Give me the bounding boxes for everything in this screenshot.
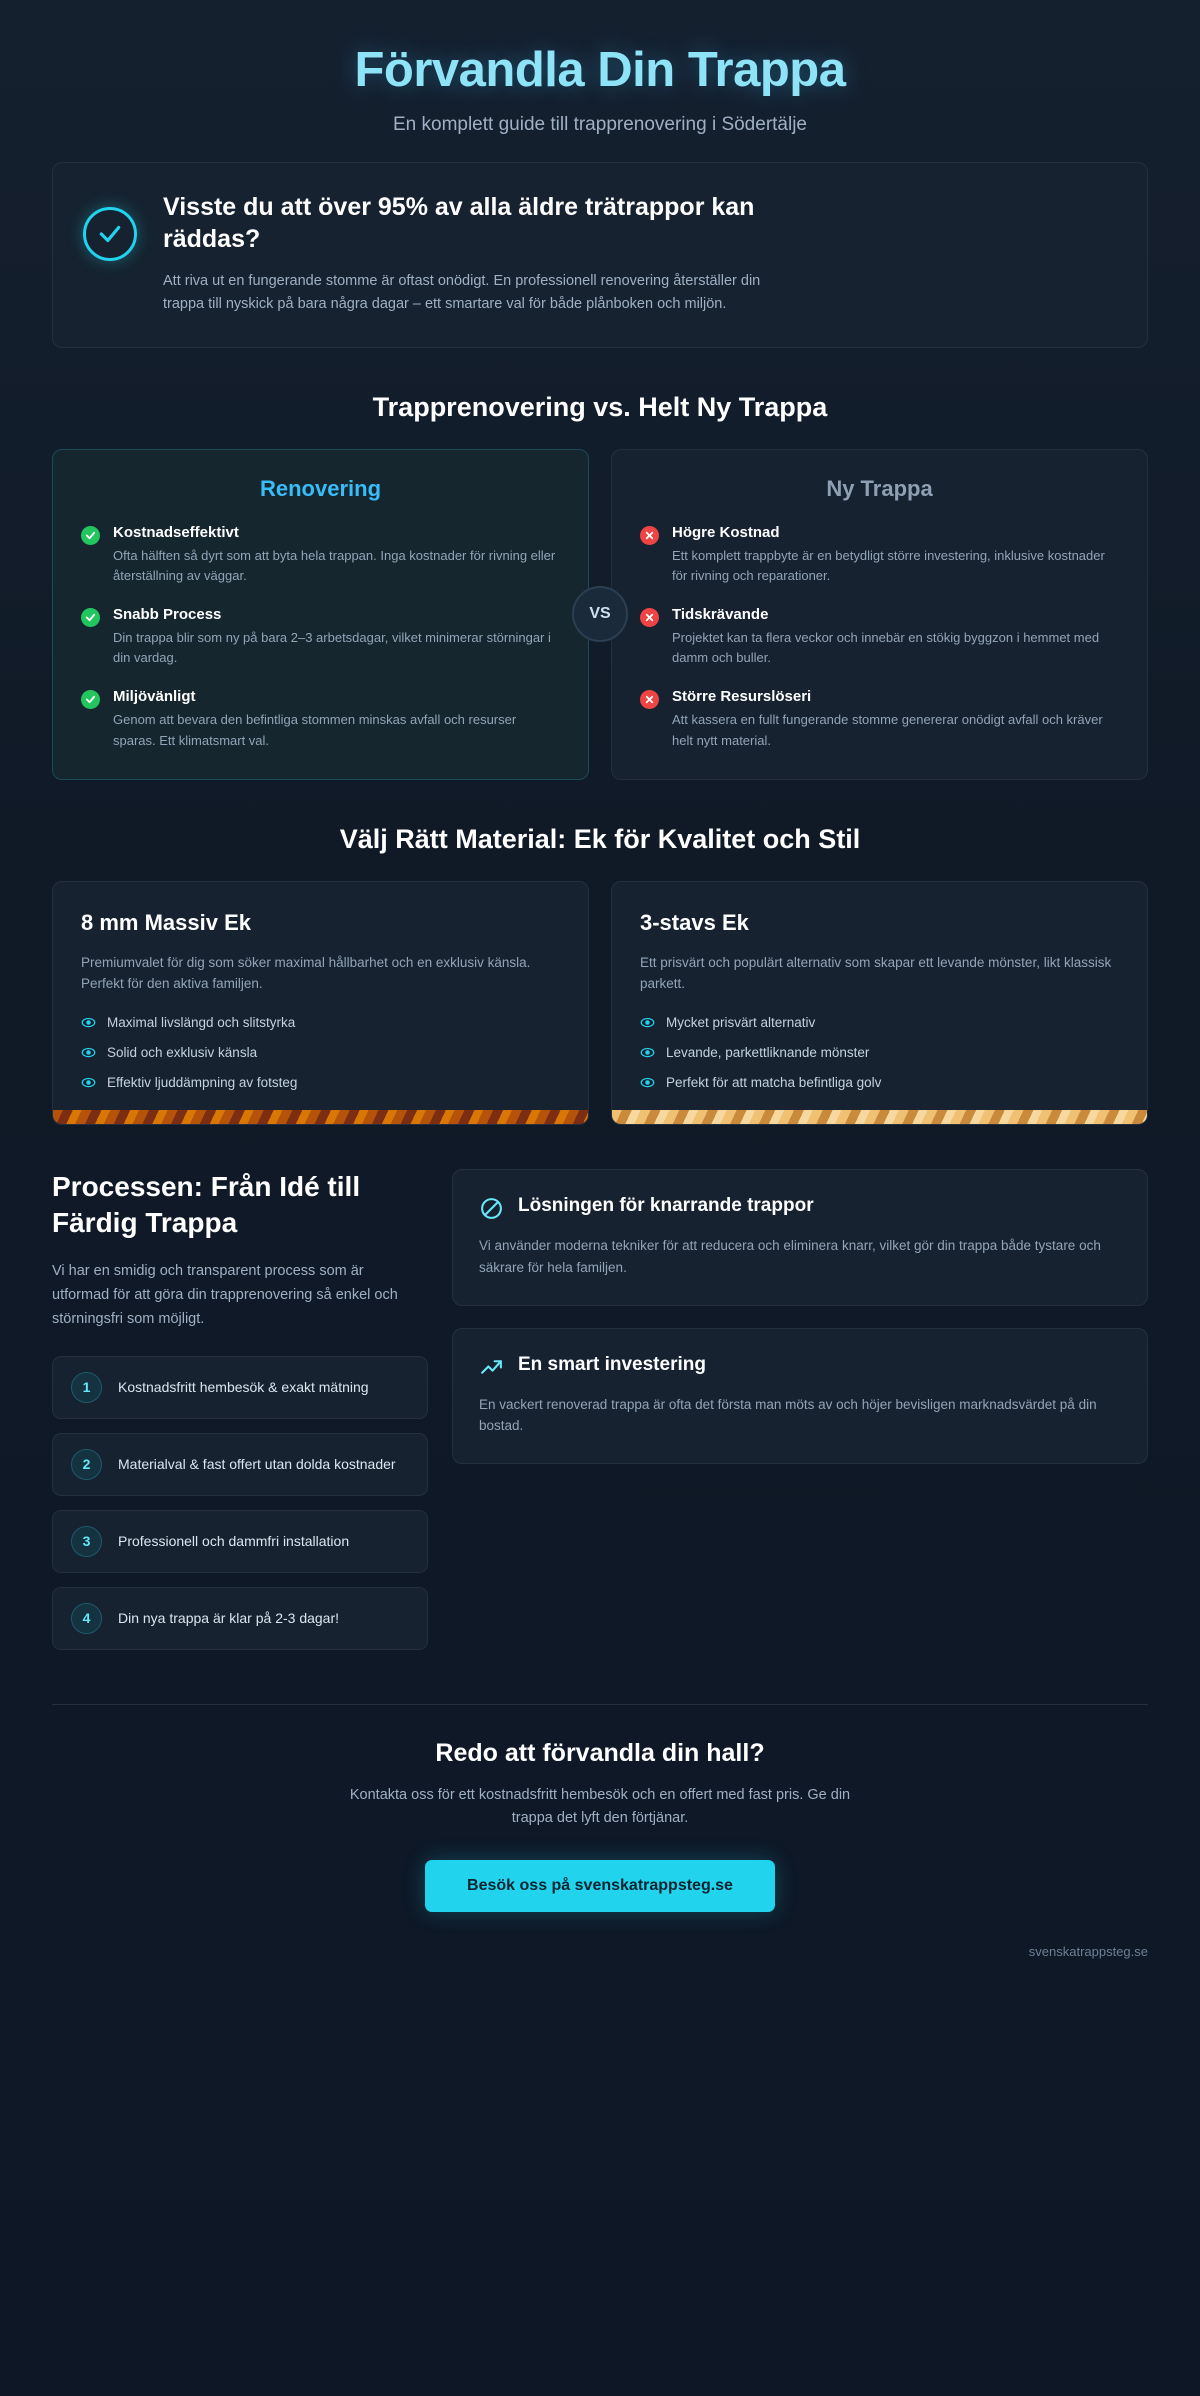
- compare-section-title: Trapprenovering vs. Helt Ny Trappa: [372, 391, 828, 422]
- item-title: Större Resurslöseri: [672, 688, 812, 706]
- list-item: [81, 1045, 560, 1060]
- material-lead: Premiumvalet för dig som söker maximal hållbarhet och en exklusiv känsla. Perfekt för den aktiva familjen.: [81, 954, 531, 992]
- feature-label: Levande, parkettliknande mönster: [666, 1044, 870, 1060]
- process-section-title: Processen: Från Idé till Färdig Trappa: [52, 1170, 361, 1238]
- list-item: [81, 606, 560, 668]
- list-item: [640, 1075, 1119, 1090]
- feature-label: Maximal livslängd och slitstyrka: [107, 1014, 296, 1030]
- materials-section-title: Välj Rätt Material: Ek för Kvalitet och Stil: [339, 823, 861, 854]
- wood-texture-stripe: [53, 1110, 588, 1124]
- item-desc: Projektet kan ta flera veckor och innebär en stökig byggzon i hemmet med damm och buller.: [672, 630, 1100, 666]
- cross-icon: [640, 526, 659, 545]
- item-desc: Ofta hälften så dyrt som att byta hela trappan. Inga kostnader för rivning eller återställning av väggar.: [113, 547, 556, 583]
- item-desc: Ett komplett trappbyte är en betydligt större investering, inklusive kostnader för rivning och reparationer.: [672, 547, 1105, 583]
- cta-body: Kontakta oss för ett kostnadsfritt hembesök och en offert med fast pris. Ge din trappa det lyft den förtjänar.: [349, 1786, 851, 1826]
- step-number: 1: [71, 1372, 102, 1403]
- page-title: Förvandla Din Trappa: [354, 43, 846, 97]
- step-label: Materialval & fast offert utan dolda kostnader: [118, 1456, 396, 1473]
- fact-heading: Visste du att över 95% av alla äldre trätrappor kan räddas?: [163, 192, 755, 254]
- eye-icon: [81, 1075, 96, 1090]
- compare-heading-renovering: Renovering: [259, 475, 382, 501]
- compare-card-renovering: [52, 449, 589, 780]
- item-desc: Din trappa blir som ny på bara 2–3 arbetsdagar, vilket minimerar störningar i din vardag.: [113, 630, 551, 666]
- item-title: Kostnadseffektivt: [113, 523, 239, 541]
- process-step: [52, 1510, 428, 1573]
- item-desc: Att kassera en fullt fungerande stomme genererar onödigt avfall och kräver helt nytt material.: [672, 712, 1103, 748]
- comparison-section: [52, 449, 1148, 780]
- check-circle-icon: [83, 207, 137, 261]
- infobox-heading: En smart investering: [518, 1353, 706, 1375]
- list-item: [640, 606, 1119, 668]
- eye-icon: [81, 1015, 96, 1030]
- list-item: [81, 1015, 560, 1030]
- step-label: Kostnadsfritt hembesök & exakt mätning: [118, 1379, 369, 1396]
- item-title: Tidskrävande: [672, 606, 769, 624]
- step-number: 3: [71, 1526, 102, 1557]
- divider: [52, 1704, 1148, 1705]
- check-icon: [81, 608, 100, 627]
- list-item: [640, 688, 1119, 750]
- compare-card-ny-trappa: [611, 449, 1148, 780]
- cta-button[interactable]: Besök oss på svenskatrappsteg.se: [425, 1860, 775, 1912]
- cross-icon: [640, 690, 659, 709]
- item-title: Snabb Process: [113, 606, 222, 624]
- hero-section: [52, 30, 1148, 162]
- check-icon: [81, 690, 100, 709]
- cross-icon: [640, 608, 659, 627]
- item-title: Miljövänligt: [113, 688, 196, 706]
- materials-section: [52, 881, 1148, 1125]
- process-section: [52, 1169, 1148, 1664]
- eye-icon: [640, 1075, 655, 1090]
- process-step: [52, 1433, 428, 1496]
- vs-badge: VS: [572, 586, 628, 642]
- material-heading: 3-stavs Ek: [640, 909, 749, 935]
- process-step: [52, 1587, 428, 1650]
- list-item: [81, 1075, 560, 1090]
- list-item: [81, 524, 560, 586]
- check-icon: [81, 526, 100, 545]
- process-intro: Vi har en smidig och transparent process som är utformad för att göra din trapprenovering så enkel och störningsfri som möjligt.: [52, 1262, 398, 1328]
- compare-heading-ny-trappa: Ny Trappa: [826, 475, 933, 501]
- step-label: Professionell och dammfri installation: [118, 1533, 350, 1550]
- fact-callout: [52, 162, 1148, 348]
- list-item: [81, 688, 560, 750]
- eye-icon: [640, 1045, 655, 1060]
- material-card-3-stavs-ek: [611, 881, 1148, 1125]
- trend-up-icon: [479, 1355, 504, 1380]
- item-desc: Genom att bevara den befintliga stommen minskas avfall och resurser sparas. Ett klimatsmart val.: [113, 712, 517, 748]
- feature-label: Perfekt för att matcha befintliga golv: [666, 1074, 882, 1090]
- material-heading: 8 mm Massiv Ek: [81, 909, 251, 935]
- list-item: [640, 1045, 1119, 1060]
- list-item: [640, 524, 1119, 586]
- no-sound-icon: [479, 1196, 504, 1221]
- feature-label: Solid och exklusiv känsla: [107, 1044, 258, 1060]
- cta-heading: Redo att förvandla din hall?: [435, 1738, 765, 1767]
- step-label: Din nya trappa är klar på 2-3 dagar!: [118, 1610, 340, 1627]
- footer-brand: svenskatrappsteg.se: [1028, 1944, 1148, 1959]
- feature-label: Mycket prisvärt alternativ: [666, 1014, 816, 1030]
- step-number: 4: [71, 1603, 102, 1634]
- eye-icon: [81, 1045, 96, 1060]
- cta-section: [52, 1739, 1148, 1922]
- item-title: Högre Kostnad: [672, 523, 780, 541]
- feature-label: Effektiv ljuddämpning av fotsteg: [107, 1074, 298, 1090]
- step-number: 2: [71, 1449, 102, 1480]
- infobox-heading: Lösningen för knarrande trappor: [518, 1194, 814, 1216]
- infobox-body: Vi använder moderna tekniker för att reducera och eliminera knarr, vilket gör din trappa både tystare och säkrare för hela familjen.: [479, 1237, 1101, 1275]
- infobox-knarrande-trappor: [452, 1169, 1148, 1306]
- eye-icon: [640, 1015, 655, 1030]
- infobox-body: En vackert renoverad trappa är ofta det första man möts av och höjer bevisligen marknadsvärdet på din bostad.: [479, 1396, 1097, 1434]
- list-item: [640, 1015, 1119, 1030]
- page-subtitle: En komplett guide till trapprenovering i Södertälje: [392, 113, 807, 135]
- wood-texture-stripe: [612, 1110, 1147, 1124]
- fact-body: Att riva ut en fungerande stomme är oftast onödigt. En professionell renovering återställer din trappa till nyskick på bara några dagar – ett smartare val för både plånboken och miljön.: [163, 272, 761, 313]
- material-card-massiv-ek: [52, 881, 589, 1125]
- material-lead: Ett prisvärt och populärt alternativ som skapar ett levande mönster, likt klassisk parkett.: [640, 954, 1112, 992]
- infobox-smart-investering: [452, 1328, 1148, 1465]
- process-step: [52, 1356, 428, 1419]
